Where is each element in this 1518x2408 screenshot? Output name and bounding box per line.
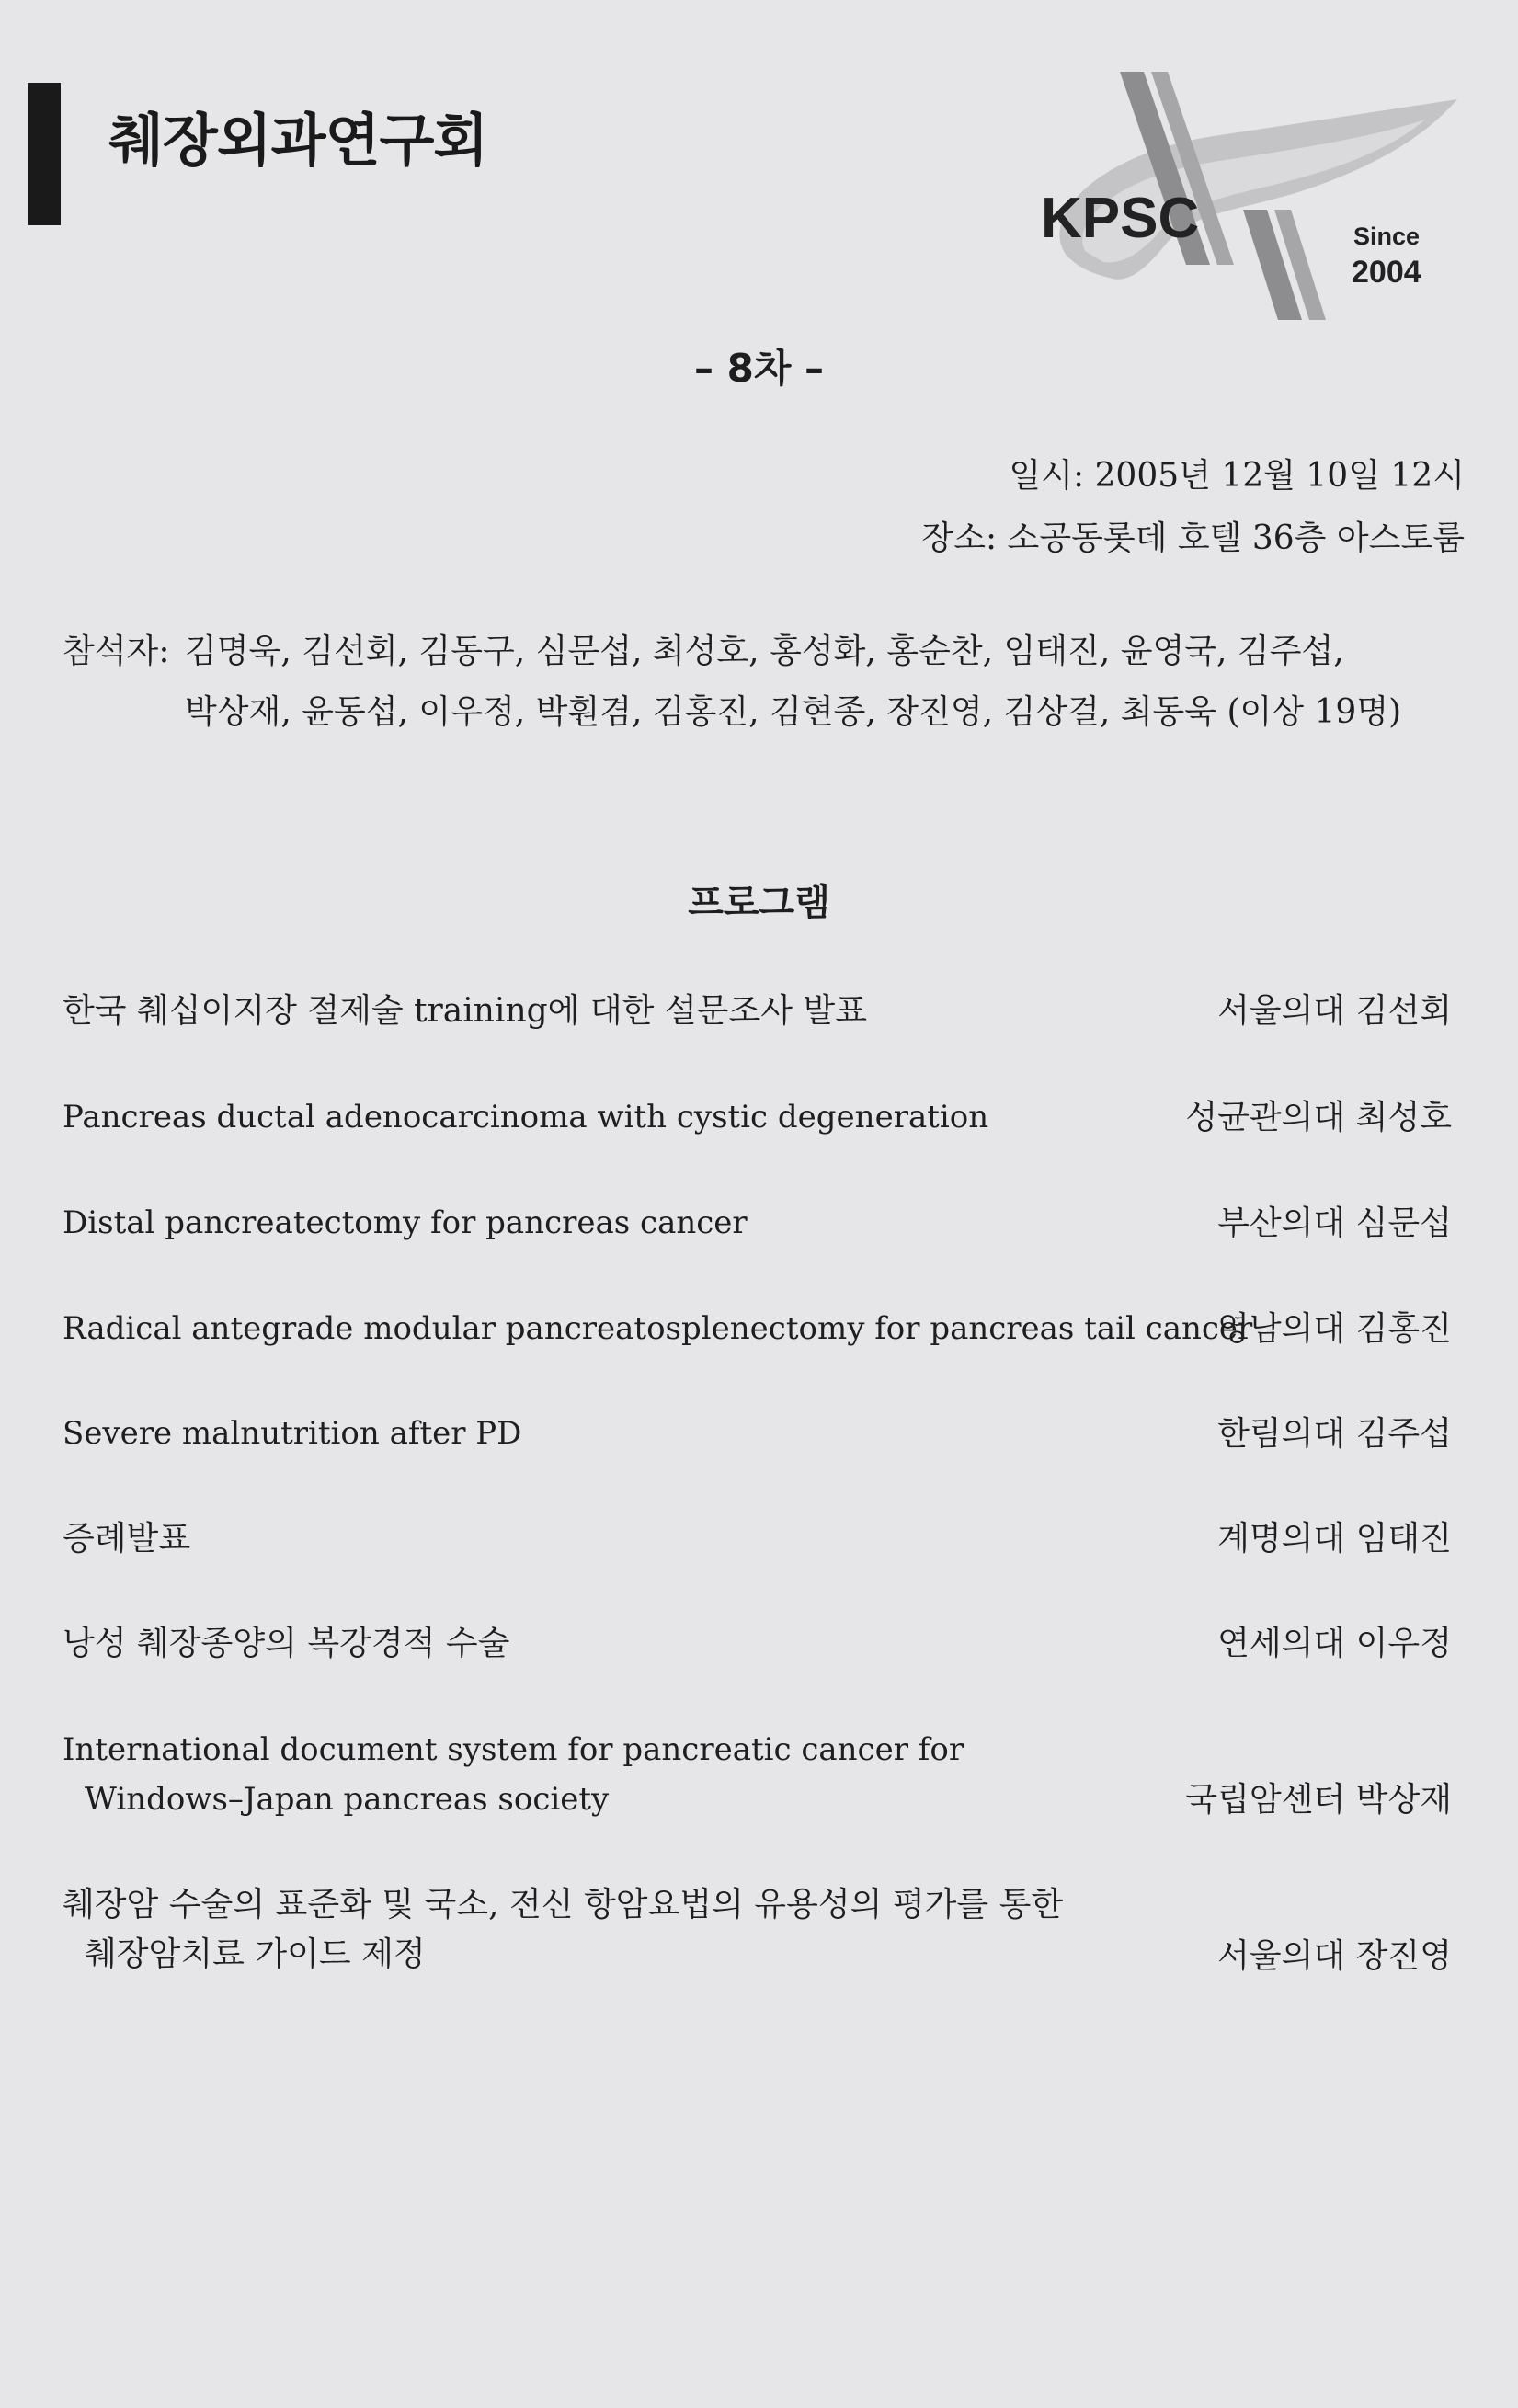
logo-text: KPSC [1041, 187, 1200, 250]
program-topic [63, 1731, 964, 1818]
program-topic: 한국 췌십이지장 절제술 training에 대한 설문조사 발표 [63, 992, 867, 1030]
program-topic: Radical antegrade modular pancreatosplenectomy for pancreas tail cancer [63, 1310, 1253, 1347]
program-topic-line-1: 췌장암 수술의 표준화 및 국소, 전신 항암요법의 유용성의 평가를 통한 [63, 1886, 1064, 1923]
session-number: – 8차 – [693, 346, 825, 391]
program-speaker: 서울의대 장진영 [1217, 1937, 1452, 1975]
program-speaker: 계명의대 임태진 [1217, 1520, 1452, 1558]
program-speaker: 연세의대 이우정 [1217, 1625, 1452, 1662]
attendee-names-2: 박상재, 윤동섭, 이우정, 박훤겸, 김홍진, 김현종, 장진영, 김상걸, 최동욱 (이상 19명) [185, 693, 1402, 731]
attendee-line-1 [63, 622, 1401, 682]
program-heading: 프로그램 [688, 882, 830, 924]
title-accent-bar [28, 83, 61, 225]
attendee-list [63, 622, 1401, 743]
program-topic: Distal pancreatectomy for pancreas cancer [63, 1204, 748, 1241]
logo-since-label: Since [1353, 223, 1421, 250]
program-speaker: 국립암센터 박상재 [1185, 1781, 1452, 1819]
program-speaker: 부산의대 심문섭 [1217, 1204, 1452, 1242]
program-topic: Severe malnutrition after PD [63, 1415, 522, 1452]
attendee-names-1: 김명욱, 김선회, 김동구, 심문섭, 최성호, 홍성화, 홍순찬, 임태진, 윤영국, 김주섭, [185, 633, 1344, 670]
program-topic-line-1: International document system for pancreatic cancer for [63, 1731, 964, 1768]
program-topic-line-2: Windows–Japan pancreas society [85, 1781, 610, 1818]
attendee-label: 참석자: [63, 633, 170, 670]
kpsc-logo [1030, 72, 1471, 329]
program-topic: 증례발표 [63, 1520, 191, 1558]
program-speaker: 한림의대 김주섭 [1217, 1415, 1452, 1453]
program-speaker: 영남의대 김홍진 [1217, 1310, 1452, 1348]
program-topic: Pancreas ductal adenocarcinoma with cystic degeneration [63, 1099, 989, 1136]
logo-since-year: 2004 [1352, 255, 1421, 290]
program-topic: 낭성 췌장종양의 복강경적 수술 [63, 1625, 510, 1662]
program-speaker: 서울의대 김선회 [1217, 992, 1452, 1030]
program-topic-line-2: 췌장암치료 가이드 제정 [85, 1935, 426, 1973]
page-title: 췌장외과연구회 [108, 107, 488, 174]
meeting-date: 일시: 2005년 12월 10일 12시 [1009, 457, 1465, 495]
program-topic [63, 1886, 1064, 1973]
program-speaker: 성균관의대 최성호 [1185, 1099, 1452, 1136]
meeting-place: 장소: 소공동롯데 호텔 36층 아스토룸 [921, 519, 1465, 557]
